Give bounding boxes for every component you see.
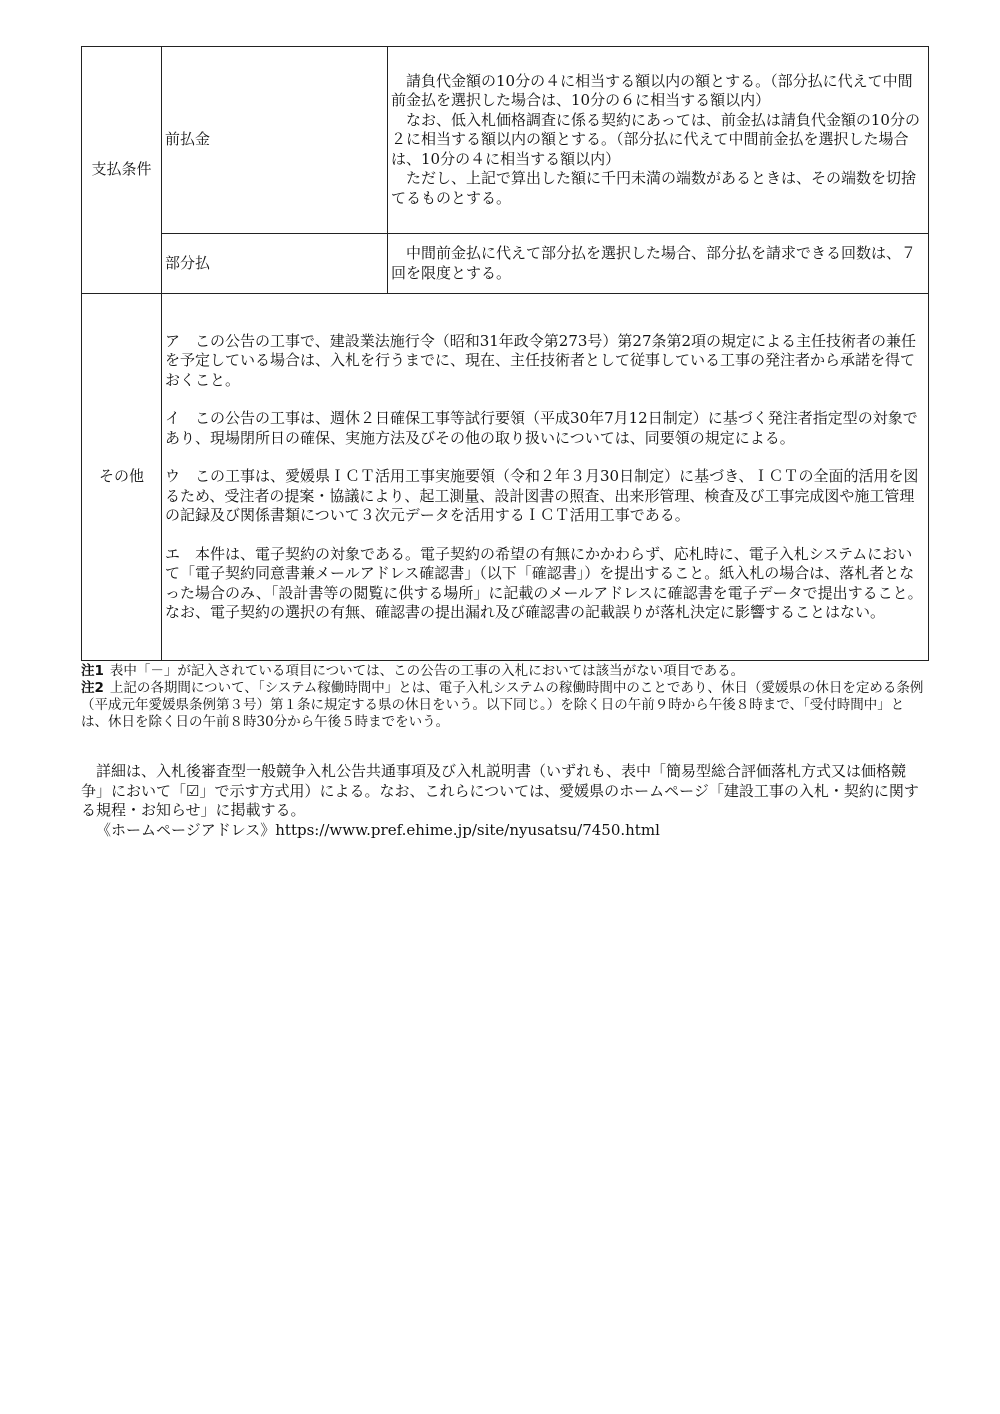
note-1-text: 表中「－」が記入されている項目については、この公告の工事の入札においては該当がない項目である。 [109, 663, 745, 679]
note-2-text: 上記の各期間について、「システム稼働時間中」とは、電子入札システムの稼働時間中のことであり、休日（愛媛県の休日を定める条例（平成元年愛媛県条例第３号）第１条に規定する県の休日をいう。以下同じ。）を除く日の午前９時から午後８時まで、「受付時間中」とは、休日を除く日の午前８時30分から午後５時までをいう。 [81, 680, 924, 730]
advance-payment-paragraph-1: 請負代金額の10分の４に相当する額以内の額とする。（部分払に代えて中間前金払を選択した場合は、10分の６に相当する額以内） [391, 71, 913, 110]
partial-payment-paragraph: 中間前金払に代えて部分払を選択した場合、部分払を請求できる回数は、７回を限度とする。 [391, 244, 917, 282]
partial-payment-text [388, 234, 929, 294]
advance-payment-label: 前払金 [162, 47, 388, 234]
advance-payment-text [388, 47, 929, 234]
other-header: その他 [82, 294, 162, 661]
advance-payment-paragraph-3: ただし、上記で算出した額に千円未満の端数があるときは、その端数を切捨てるものとする。 [391, 169, 917, 207]
note-2 [81, 680, 928, 731]
note-1-label: 注1 [81, 663, 104, 679]
notes-section [81, 663, 928, 731]
item-spacer [165, 448, 925, 467]
table-row-partial-payment [82, 234, 929, 294]
other-item-e: エ 本件は、電子契約の対象である。電子契約の希望の有無にかかわらず、応札時に、電子入札システムにおいて「電子契約同意書兼メールアドレス確認書」（以下「確認書」）を提出すること。紙入札の場合は、落札者となった場合のみ、「設計書等の閲覧に供する場所」に記載のメールアドレスに確認書を電子データで提出すること。なお、電子契約の選択の有無、確認書の提出漏れ及び確認書の記載誤りが落札決定に影響することはない。 [165, 544, 923, 621]
note-1 [81, 663, 928, 680]
homepage-url-line[interactable]: 《ホームページアドレス》https://www.pref.ehime.jp/site/nyusatsu/7450.html [96, 820, 660, 839]
partial-payment-label: 部分払 [162, 234, 388, 294]
detail-paragraph: 詳細は、入札後審査型一般競争入札公告共通事項及び入札説明書（いずれも、表中「簡易型総合評価落札方式又は価格競争」において「☑」で示す方式用）による。なお、これらについては、愛媛県のホームページ「建設工事の入札・契約に関する規程・お知らせ」に掲載する。 [81, 762, 919, 819]
other-item-i: イ この公告の工事は、週休２日確保工事等試行要領（平成30年7月12日制定）に基づく発注者指定型の対象であり、現場閉所日の確保、実施方法及びその他の取り扱いについては、同要領の規定による。 [165, 409, 918, 447]
other-item-u: ウ この工事は、愛媛県ＩＣＴ活用工事実施要領（令和２年３月30日制定）に基づき、ＩＣＴの全面的活用を図るため、受注者の提案・協議により、起工測量、設計図書の照査、出来形管理、検査及び工事完成図や施工管理の記録及び関係書類について３次元データを活用するＩＣＴ活用工事である。 [165, 467, 919, 524]
advance-payment-paragraph-2: なお、低入札価格調査に係る契約にあっては、前金払は請負代金額の10分の２に相当する額以内の額とする。（部分払に代えて中間前金払を選択した場合は、10分の４に相当する額以内） [391, 110, 920, 168]
detail-section [81, 762, 928, 840]
note-2-label: 注2 [81, 680, 104, 696]
item-spacer [165, 526, 925, 545]
table-row-other [82, 294, 929, 661]
table-row-advance-payment [82, 47, 929, 234]
payment-terms-header: 支払条件 [82, 47, 162, 294]
other-item-a: ア この公告の工事で、建設業法施行令（昭和31年政令第273号）第27条第2項の規定による主任技術者の兼任を予定している場合は、入札を行うまでに、現在、主任技術者として従事している工事の発注者から承諾を得ておくこと。 [165, 331, 917, 389]
conditions-table [81, 46, 929, 661]
other-items-text [162, 294, 929, 661]
item-spacer [165, 390, 925, 409]
